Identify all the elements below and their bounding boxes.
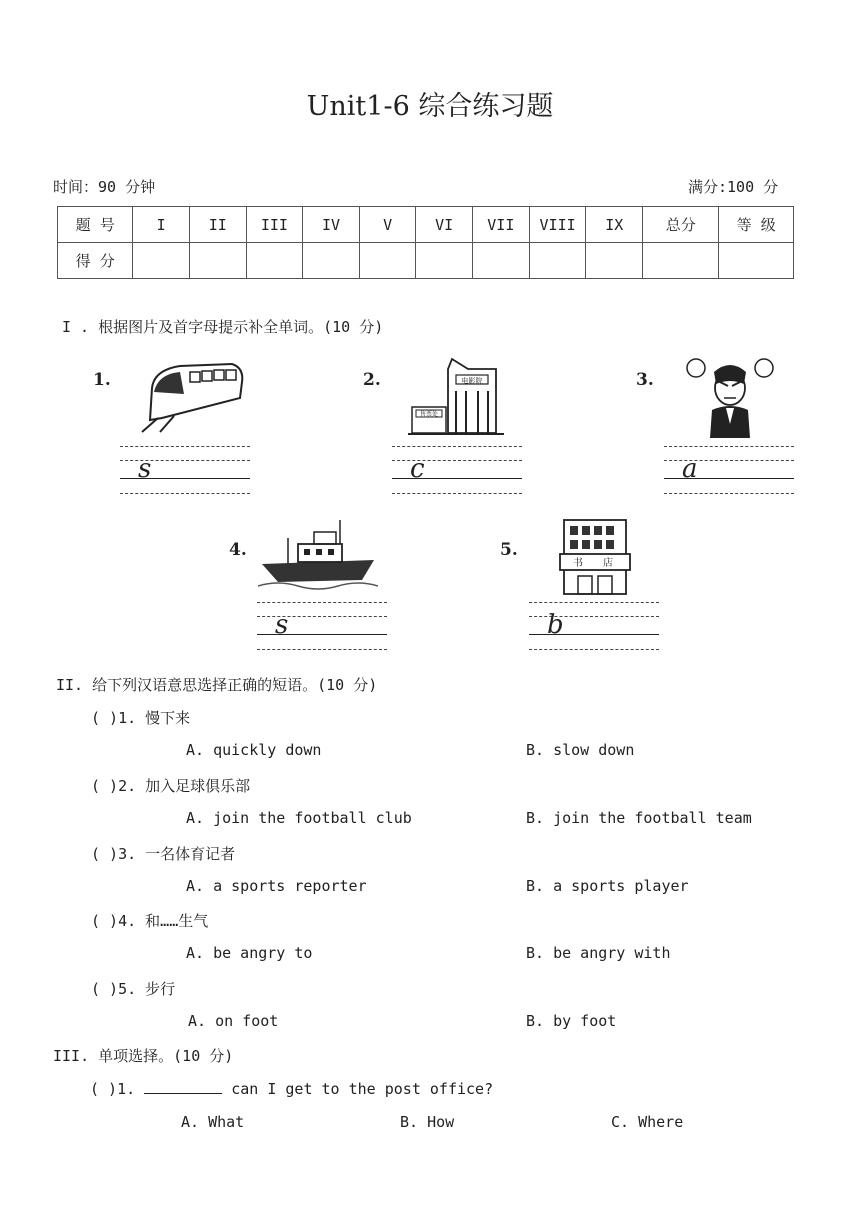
question-stem: ( )3. 一名体育记者	[91, 845, 236, 863]
page-title: Unit1-6 综合练习题	[306, 91, 554, 122]
table-cell: 总分	[643, 207, 719, 243]
cinema-sign: 电影院	[461, 377, 483, 385]
answer-lines-5[interactable]	[529, 602, 659, 654]
table-cell: 等 级	[719, 207, 794, 243]
option-a[interactable]: A. join the football club	[186, 809, 412, 827]
question-stem: ( )4. 和……生气	[91, 912, 209, 930]
option-b[interactable]: B. by foot	[526, 1012, 617, 1030]
score-input-cell[interactable]	[189, 243, 246, 279]
table-cell: 题 号	[58, 207, 133, 243]
answer-lines-4[interactable]	[257, 602, 387, 654]
item-number: 2.	[363, 370, 381, 390]
score-input-cell[interactable]	[472, 243, 529, 279]
score-input-cell[interactable]	[416, 243, 473, 279]
table-cell: VI	[416, 207, 473, 243]
table-cell: V	[359, 207, 416, 243]
question-prefix: ( )1.	[90, 1080, 145, 1098]
ticket-sign: 售票处	[419, 411, 439, 418]
hint-letter: b	[547, 610, 564, 640]
table-cell: 得 分	[58, 243, 133, 279]
item-number: 3.	[636, 370, 654, 390]
train-icon	[140, 358, 250, 434]
score-input-cell[interactable]	[359, 243, 416, 279]
option-b[interactable]: B. join the football team	[526, 809, 752, 827]
score-table-header-row	[58, 207, 794, 243]
item-number: 5.	[500, 540, 518, 560]
score-input-cell[interactable]	[133, 243, 190, 279]
question-stem: ( )2. 加入足球俱乐部	[91, 777, 251, 795]
question-stem: ( )5. 步行	[91, 980, 176, 998]
option-b[interactable]: B. slow down	[526, 741, 635, 759]
table-cell: II	[189, 207, 246, 243]
table-cell: VIII	[529, 207, 586, 243]
answer-lines-1[interactable]	[120, 446, 250, 498]
score-input-cell[interactable]	[529, 243, 586, 279]
table-cell: VII	[472, 207, 529, 243]
question-stem: ( )1. 慢下来	[91, 709, 191, 727]
option-a[interactable]: A. quickly down	[186, 741, 322, 759]
score-input-cell[interactable]	[643, 243, 719, 279]
section2-heading: II. 给下列汉语意思选择正确的短语。(10 分)	[56, 676, 378, 694]
angry-man-icon	[684, 354, 776, 438]
answer-lines-2[interactable]	[392, 446, 522, 498]
bookstore-sign-char: 书	[573, 558, 583, 569]
table-cell: I	[133, 207, 190, 243]
option-b[interactable]: B. be angry with	[526, 944, 671, 962]
cinema-icon	[408, 355, 504, 437]
answer-blank[interactable]	[144, 1079, 222, 1094]
hint-letter: c	[410, 454, 425, 484]
score-input-cell[interactable]	[719, 243, 794, 279]
bookstore-sign-char: 店	[603, 558, 613, 569]
section3-heading: III. 单项选择。(10 分)	[53, 1047, 234, 1065]
option-a[interactable]: A. on foot	[188, 1012, 279, 1030]
score-input-cell[interactable]	[246, 243, 303, 279]
item-number: 4.	[229, 540, 247, 560]
bookstore-icon	[558, 518, 632, 596]
score-table-score-row	[58, 243, 794, 279]
hint-letter: s	[275, 610, 289, 640]
hint-letter: a	[682, 454, 698, 484]
option-b[interactable]: B. a sports player	[526, 877, 689, 895]
option-c[interactable]: C. Where	[611, 1113, 684, 1131]
option-b[interactable]: B. How	[400, 1113, 455, 1131]
table-cell: III	[246, 207, 303, 243]
score-input-cell[interactable]	[303, 243, 360, 279]
option-a[interactable]: A. What	[181, 1113, 245, 1131]
ship-icon	[258, 518, 378, 590]
table-cell: IV	[303, 207, 360, 243]
option-a[interactable]: A. be angry to	[186, 944, 313, 962]
table-cell: IX	[586, 207, 643, 243]
option-a[interactable]: A. a sports reporter	[186, 877, 367, 895]
hint-letter: s	[138, 454, 152, 484]
question-stem	[90, 1079, 493, 1098]
section1-heading: I . 根据图片及首字母提示补全单词。(10 分)	[62, 318, 384, 336]
question-text: can I get to the post office?	[222, 1080, 494, 1098]
answer-lines-3[interactable]	[664, 446, 794, 498]
score-table	[57, 206, 794, 279]
full-score-label: 满分:100 分	[688, 178, 779, 196]
score-input-cell[interactable]	[586, 243, 643, 279]
item-number: 1.	[93, 370, 111, 390]
time-label: 时间：90 分钟	[53, 178, 156, 196]
